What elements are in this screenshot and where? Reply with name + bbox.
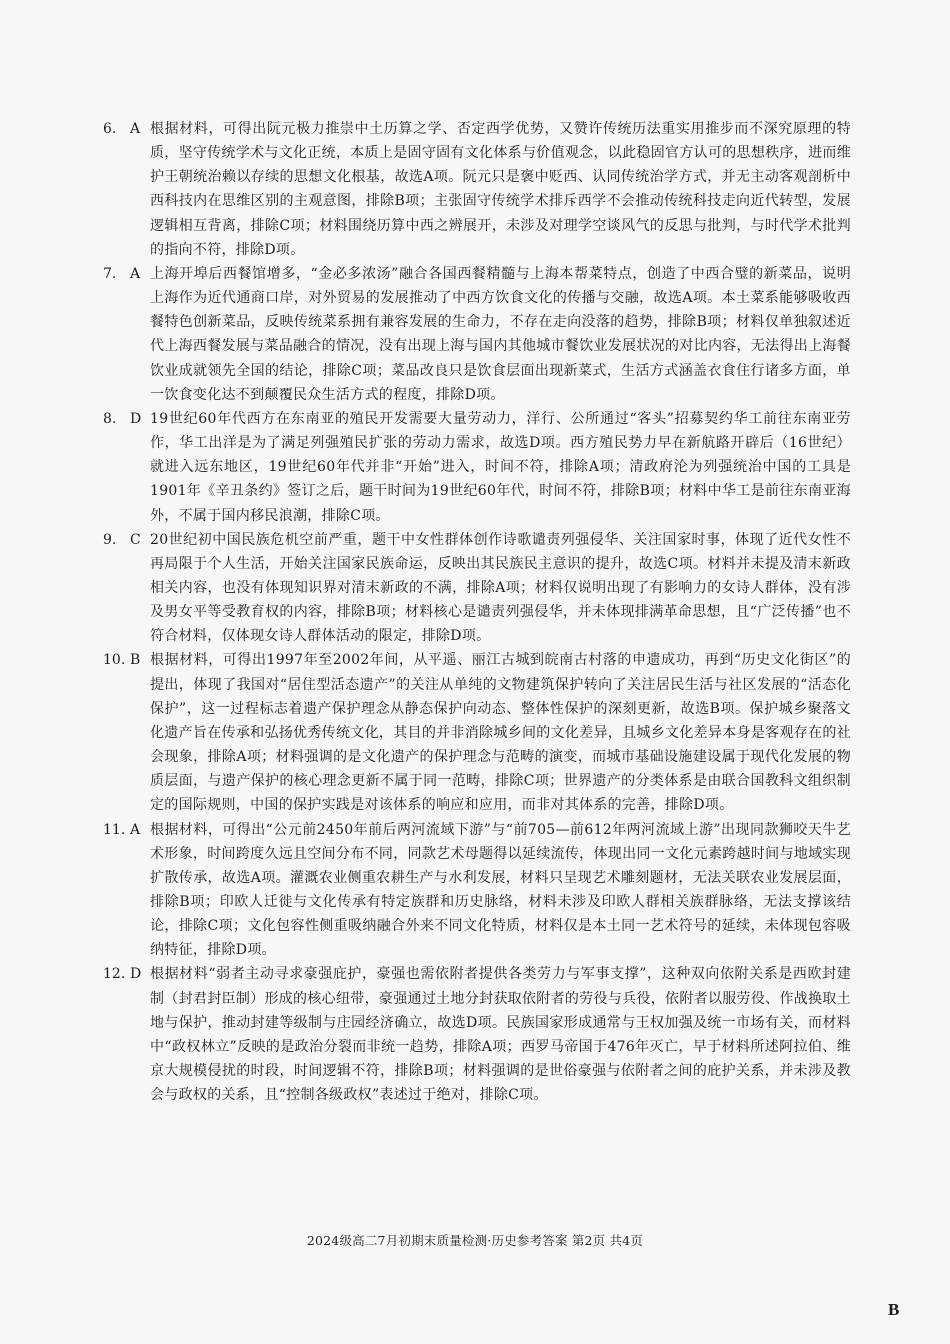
question-number: 12. bbox=[103, 966, 126, 983]
answer-choice: D bbox=[130, 410, 142, 427]
answer-head bbox=[103, 818, 150, 842]
answer-item-10 bbox=[103, 648, 851, 817]
answer-item-12 bbox=[103, 962, 851, 1107]
answer-head bbox=[103, 528, 150, 552]
answer-head bbox=[103, 117, 150, 141]
question-number: 6. bbox=[103, 121, 117, 137]
answer-head bbox=[103, 262, 150, 286]
answer-head bbox=[103, 648, 150, 672]
question-number: 8. bbox=[103, 410, 117, 427]
corner-mark: B bbox=[888, 1300, 900, 1319]
question-number: 9. bbox=[103, 531, 117, 548]
answer-explanation: 20世纪初中国民族危机空前严重，题干中女性群体创作诗歌谴责列强侵华、关注国家时事，体现了近代女性不再局限于个人生活，开始关注国家民族命运，反映出其民族民主意识的提升，故选C项。材料并未提及清末新政相关内容，也没有体现知识界对清末新政的不满，排除A项；材料仅说明出现了有影响力的女诗人群体，没有涉及男女平等受教育权的内容，排除B项；材料核心是谴责列强侵华，并未体现排满革命思想，且“广泛传播”也不符合材料，仅体现女诗人群体活动的限定，排除D项。 bbox=[150, 531, 851, 645]
answer-item-11 bbox=[103, 818, 851, 963]
answer-item-6 bbox=[103, 117, 851, 262]
answer-item-7 bbox=[103, 262, 851, 407]
answer-list bbox=[103, 117, 851, 1107]
answer-explanation: 上海开埠后西餐馆增多，“金必多浓汤”融合各国西餐精髓与上海本帮菜特点，创造了中西合璧的新菜品，说明上海作为近代通商口岸，对外贸易的发展推动了中西方饮食文化的传播与交融，故选A项。本土菜系能够吸收西餐特色创新菜品，反映传统菜系拥有兼容发展的生命力，不存在走向没落的趋势，排除B项；材料仅单独叙述近代上海西餐发展与菜品融合的情况，没有出现上海与国内其他城市餐饮业发展状况的对比内容，无法得出上海餐饮业成就领先全国的结论，排除C项；菜品改良只是饮食层面出现新菜式，生活方式涵盖衣食住行诸多方面，单一饮食变化达不到颠覆民众生活方式的程度，排除D项。 bbox=[150, 265, 851, 403]
answer-explanation: 19世纪60年代西方在东南亚的殖民开发需要大量劳动力，洋行、公所通过“客头”招募契约华工前往东南亚劳作，华工出洋是为了满足列强殖民扩张的劳动力需求，故选D项。西方殖民势力早在新航路开辟后（16世纪）就进入远东地区，19世纪60年代并非“开始”进入，时间不符，排除A项；清政府沦为列强统治中国的工具是1901年《辛丑条约》签订之后，题干时间为19世纪60年代，时间不符，排除B项；材料中华工是前往东南亚海外，不属于国内移民浪潮，排除C项。 bbox=[150, 410, 851, 524]
answer-explanation: 根据材料“弱者主动寻求豪强庇护，豪强也需依附者提供各类劳力与军事支撑”，这种双向依附关系是西欧封建制（封君封臣制）形成的核心纽带，豪强通过土地分封获取依附者的劳役与兵役，依附者以服劳役、作战换取土地与保护，推动封建等级制与庄园经济确立，故选D项。民族国家形成通常与王权加强及统一市场有关，而材料中“政权林立”反映的是政治分裂而非统一趋势，排除A项；西罗马帝国于476年灭亡，早于材料所述阿拉伯、维京大规模侵扰的时段，时间逻辑不符，排除B项；材料强调的是世俗豪强与依附者之间的庇护关系，并未涉及教会与政权的关系，且“控制各级政权”表述过于绝对，排除C项。 bbox=[150, 966, 851, 1104]
answer-item-9 bbox=[103, 528, 851, 649]
answer-choice: A bbox=[130, 821, 141, 838]
answer-explanation: 根据材料，可得出“公元前2450年前后两河流域下游”与“前705—前612年两河流域上游”出现同款狮咬天牛艺术形象，时间跨度久远且空间分布不同，同款艺术母题得以延续流传，体现出同一文化元素跨越时间与地域实现扩散传承，故选A项。灌溉农业侧重农耕生产与水利发展，材料只呈现艺术雕刻题材，无法关联农业发展层面，排除B项；印欧人迁徙与文化传承有特定族群和历史脉络，材料未涉及印欧人群相关族群脉络，无法支撑该结论，排除C项；文化包容性侧重吸纳融合外来不同文化特质，材料仅是本土同一艺术符号的延续，未体现包容吸纳特征，排除D项。 bbox=[150, 821, 851, 959]
answer-item-8 bbox=[103, 407, 851, 528]
answer-choice: B bbox=[130, 652, 141, 669]
answer-choice: D bbox=[130, 966, 142, 983]
page-footer: 2024级高二7月初期末质量检测·历史参考答案 第2页 共4页 bbox=[306, 1233, 644, 1248]
question-number: 11. bbox=[103, 821, 126, 838]
question-number: 7. bbox=[103, 265, 117, 282]
answer-explanation: 根据材料，可得出阮元极力推崇中土历算之学、否定西学优势，又赞许传统历法重实用推步而不深究原理的特质，坚守传统学术与文化正统，本质上是固守固有文化体系与价值观念，以此稳固官方认可的思想秩序，进而维护王朝统治赖以存续的思想文化根基，故选A项。阮元只是褒中贬西、认同传统治学方式，并无主动客观剖析中西科技内在思维区别的主观意图，排除B项；主张固守传统学术排斥西学不会推动传统科技走向近代转型，发展逻辑相互背离，排除C项；材料围绕历算中西之辨展开，未涉及对理学空谈风气的反思与批判，与时代学术批判的指向不符，排除D项。 bbox=[150, 121, 851, 258]
answer-explanation: 根据材料，可得出1997年至2002年间，从平遥、丽江古城到皖南古村落的申遗成功，再到“历史文化街区”的提出，体现了我国对“居住型活态遗产”的关注从单纯的文物建筑保护转向了关注居民生活与社区发展的“活态化保护”，这一过程标志着遗产保护理念从静态保护向动态、整体性保护的深刻更新，故选B项。保护城乡聚落文化遗产旨在传承和弘扬优秀传统文化，其目的并非消除城乡间的文化差异，且城乡文化差异本身是客观存在的社会现象，排除A项；材料强调的是文化遗产的保护理念与范畴的演变，而城市基础设施建设属于现代化发展的物质层面，与遗产保护的核心理念更新不属于同一范畴，排除C项；世界遗产的分类体系是由联合国教科文组织制定的国际规则，中国的保护实践是对该体系的响应和应用，而非对其体系的完善，排除D项。 bbox=[150, 652, 851, 814]
answer-head bbox=[103, 407, 150, 431]
answer-choice: A bbox=[130, 265, 141, 282]
answer-choice: C bbox=[130, 531, 141, 548]
question-number: 10. bbox=[103, 652, 126, 669]
answer-head bbox=[103, 962, 150, 986]
answer-choice: A bbox=[130, 121, 141, 137]
